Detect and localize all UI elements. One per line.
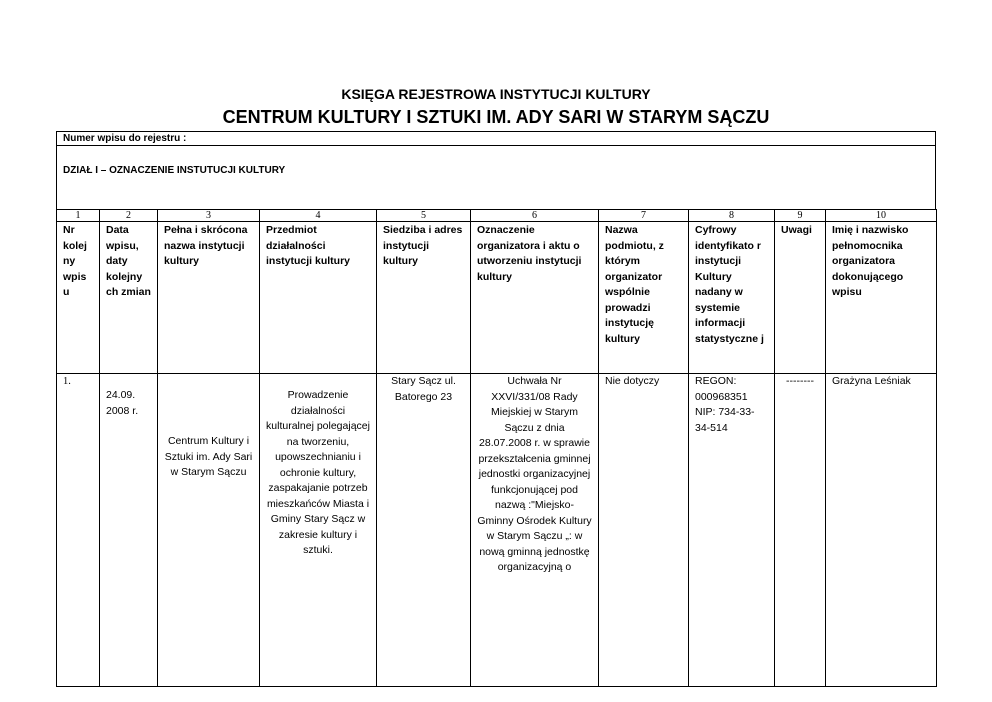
header-nr: Nr kolej ny wpis u [57, 222, 100, 374]
registry-number-row [56, 131, 936, 146]
column-number: 6 [471, 210, 599, 222]
cell-organizer: Uchwała Nr XXVI/331/08 Rady Miejskiej w Starym Sączu z dnia 28.07.2008 r. w sprawie przekształcenia gminnej jednostki organizacyjnej funkcjonującej pod nazwą :"Miejsko-Gminny Ośrodek Kultury w Starym Sączu „: w nową gminną jednostkę organizacyjną o [471, 374, 599, 687]
header-address: Siedziba i adres instytucji kultury [377, 222, 471, 374]
table-row [57, 374, 937, 687]
column-number: 5 [377, 210, 471, 222]
registry-table [56, 209, 937, 687]
cell-address: Stary Sącz ul. Batorego 23 [377, 374, 471, 687]
header-date: Data wpisu, daty kolejny ch zmian [100, 222, 158, 374]
column-number: 2 [100, 210, 158, 222]
institution-title: CENTRUM KULTURY I SZTUKI IM. ADY SARI W STARYM SĄCZU [222, 107, 770, 127]
header-notes: Uwagi [775, 222, 826, 374]
section-heading-row [56, 145, 936, 210]
header-identifier: Cyfrowy identyfikato r instytucji Kultury nadany w systemie informacji statystyczne j [689, 222, 775, 374]
cell-representative: Grażyna Leśniak [826, 374, 937, 687]
column-number: 9 [775, 210, 826, 222]
column-number-row [57, 210, 937, 222]
cell-partner: Nie dotyczy [599, 374, 689, 687]
cell-notes: -------- [775, 374, 826, 687]
column-number: 8 [689, 210, 775, 222]
header-name: Pełna i skrócona nazwa instytucji kultury [158, 222, 260, 374]
registry-number-label: Numer wpisu do rejestru : [63, 133, 187, 144]
cell-nr: 1. [57, 374, 100, 687]
section-title: DZIAŁ I – OZNACZENIE INSTUTUCJI KULTURY [63, 165, 286, 176]
document-title: KSIĘGA REJESTROWA INSTYTUCJI KULTURY [341, 86, 651, 102]
cell-name: Centrum Kultury i Sztuki im. Ady Sari w Starym Sączu [158, 374, 260, 687]
header-row [57, 222, 937, 374]
cell-activity: Prowadzenie działalności kulturalnej polegającej na tworzeniu, upowszechnianiu i ochronie kultury, zaspakajanie potrzeb mieszkańców Miasta i Gminy Stary Sącz w zakresie kultury i sztuki. [260, 374, 377, 687]
cell-identifier: REGON: 000968351 NIP: 734-33-34-514 [689, 374, 775, 687]
header-representative: Imię i nazwisko pełnomocnika organizatora dokonującego wpisu [826, 222, 937, 374]
column-number: 7 [599, 210, 689, 222]
column-number: 3 [158, 210, 260, 222]
header-organizer: Oznaczenie organizatora i aktu o utworzeniu instytucji kultury [471, 222, 599, 374]
column-number: 1 [57, 210, 100, 222]
column-number: 4 [260, 210, 377, 222]
header-partner: Nazwa podmiotu, z którym organizator wspólnie prowadzi instytucję kultury [599, 222, 689, 374]
cell-date: 24.09. 2008 r. [100, 374, 158, 687]
header-activity: Przedmiot działalności instytucji kultury [260, 222, 377, 374]
column-number: 10 [826, 210, 937, 222]
